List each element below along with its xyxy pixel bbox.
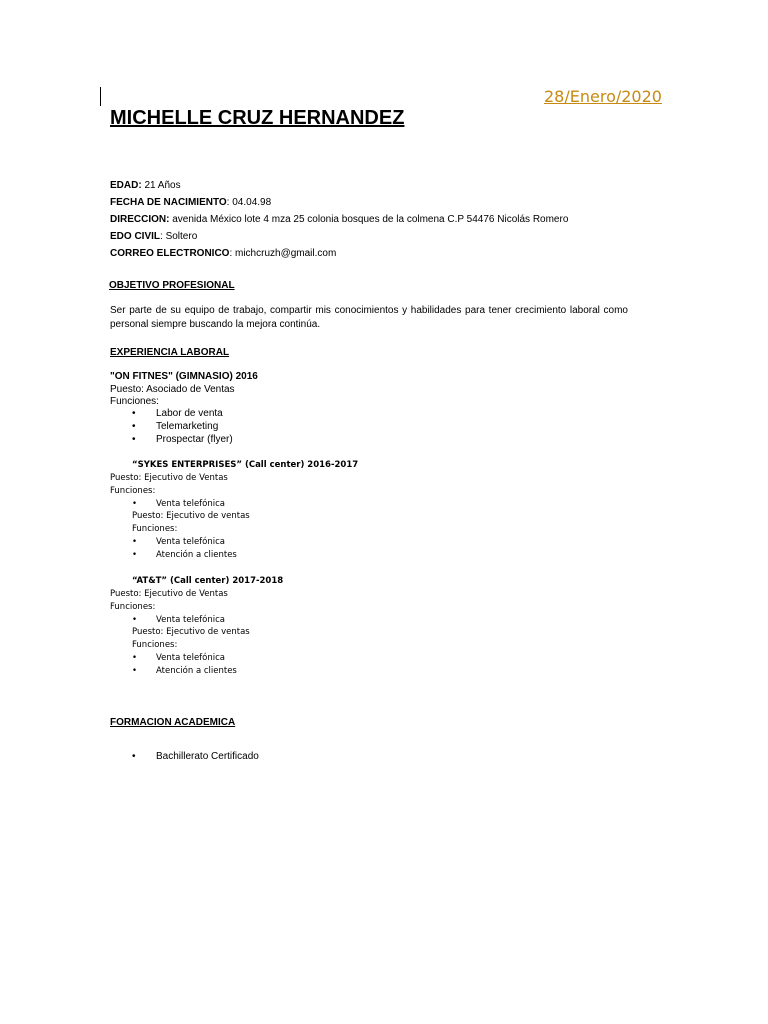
- job-functions-label: Funciones:: [132, 640, 178, 650]
- list-item: [132, 550, 237, 560]
- list-item: [132, 408, 223, 419]
- list-item: [132, 537, 225, 547]
- list-item-text: Prospectar (flyer): [156, 434, 233, 445]
- bullet-icon: •: [132, 434, 136, 445]
- bullet-icon: •: [132, 653, 138, 663]
- list-item-text: Venta telefónica: [156, 537, 225, 547]
- civil-status-value: : Soltero: [160, 231, 198, 242]
- bullet-icon: •: [132, 421, 136, 432]
- job-title: "ON FITNES" (GIMNASIO) 2016: [110, 371, 258, 382]
- birthdate-value: : 04.04.98: [226, 197, 272, 208]
- job-functions-label: Funciones:: [110, 602, 156, 612]
- job-functions-label: Funciones:: [110, 396, 159, 407]
- civil-status-row: [110, 228, 568, 245]
- age-label: EDAD:: [110, 180, 142, 191]
- bullet-icon: •: [132, 550, 138, 560]
- list-item: [132, 751, 259, 762]
- objective-text: Ser parte de su equipo de trabajo, compartir mis conocimientos y habilidades para tener crecimiento laboral como personal siempre buscando la mejora continúa.: [110, 305, 628, 330]
- experience-heading: EXPERIENCIA LABORAL: [110, 347, 230, 358]
- civil-status-label: EDO CIVIL: [110, 231, 161, 242]
- list-item-text: Atención a clientes: [156, 666, 237, 676]
- list-item: [132, 421, 218, 432]
- personal-info: [110, 177, 568, 262]
- bullet-icon: •: [132, 499, 138, 509]
- document-date: 28/Enero/2020: [544, 87, 662, 106]
- bullet-icon: •: [132, 615, 138, 625]
- education-heading: FORMACION ACADEMICA: [110, 717, 236, 728]
- bullet-icon: •: [132, 537, 138, 547]
- list-item: [132, 615, 225, 625]
- bullet-icon: •: [132, 751, 136, 762]
- job-position: Puesto: Ejecutivo de ventas: [132, 511, 250, 521]
- address-label: DIRECCION:: [110, 214, 170, 225]
- list-item: [132, 499, 225, 509]
- job-title: “SYKES ENTERPRISES” (Call center) 2016-2017: [132, 460, 359, 470]
- list-item-text: Bachillerato Certificado: [156, 751, 259, 762]
- objective-heading: OBJETIVO PROFESIONAL: [109, 280, 235, 291]
- email-label: CORREO ELECTRONICO: [110, 248, 230, 259]
- age-value: 21 Años: [141, 180, 181, 191]
- candidate-name: MICHELLE CRUZ HERNANDEZ: [110, 107, 405, 129]
- list-item-text: Atención a clientes: [156, 550, 237, 560]
- address-row: [110, 211, 568, 228]
- list-item-text: Labor de venta: [156, 408, 223, 419]
- list-item-text: Venta telefónica: [156, 499, 225, 509]
- job-title: “AT&T” (Call center) 2017-2018: [132, 576, 284, 586]
- list-item: [132, 653, 225, 663]
- job-position: Puesto: Asociado de Ventas: [110, 384, 235, 395]
- address-value: avenida México lote 4 mza 25 colonia bosques de la colmena C.P 54476 Nicolás Romero: [169, 214, 569, 225]
- email-value: : michcruzh@gmail.com: [229, 248, 337, 259]
- job-position: Puesto: Ejecutivo de ventas: [132, 627, 250, 637]
- list-item: [132, 666, 237, 676]
- job-functions-label: Funciones:: [110, 486, 156, 496]
- birthdate-row: [110, 194, 568, 211]
- text-cursor: [100, 87, 101, 106]
- job-functions-label: Funciones:: [132, 524, 178, 534]
- job-position: Puesto: Ejecutivo de Ventas: [110, 589, 228, 599]
- list-item-text: Venta telefónica: [156, 653, 225, 663]
- age-row: [110, 177, 568, 194]
- bullet-icon: •: [132, 666, 138, 676]
- list-item: [132, 434, 233, 445]
- job-position: Puesto: Ejecutivo de Ventas: [110, 473, 228, 483]
- list-item-text: Telemarketing: [156, 421, 219, 432]
- email-row: [110, 245, 568, 262]
- birthdate-label: FECHA DE NACIMIENTO: [110, 197, 227, 208]
- bullet-icon: •: [132, 408, 136, 419]
- list-item-text: Venta telefónica: [156, 615, 225, 625]
